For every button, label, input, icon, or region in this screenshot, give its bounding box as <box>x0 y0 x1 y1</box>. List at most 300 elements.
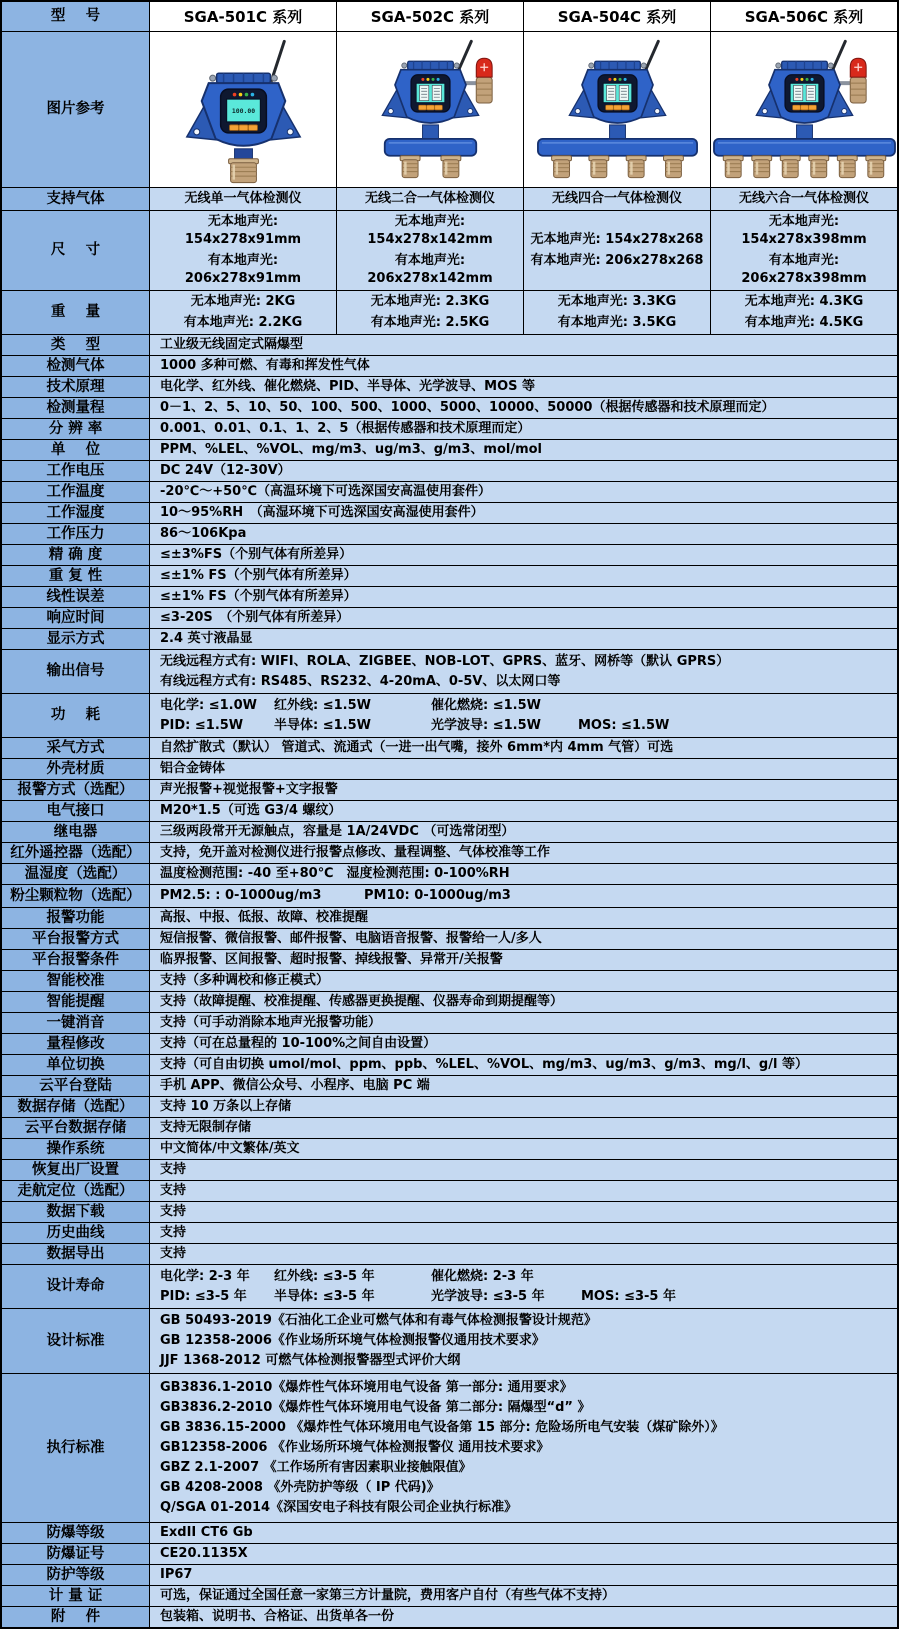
spec-row-history-curve <box>2 1223 897 1244</box>
spec-row-label-text: 分 辨 率 <box>48 420 103 437</box>
spec-row-label-text: 工作湿度 <box>46 504 105 521</box>
spec-value: PID: ≤3-5 年 <box>160 1288 247 1304</box>
spec-value: 支持 <box>160 1204 187 1219</box>
spec-row-content <box>150 885 897 907</box>
spec-row-cells <box>150 188 897 210</box>
spec-value: 支持 <box>160 1246 187 1261</box>
spec-row-label-text: 设计标准 <box>46 1332 105 1349</box>
spec-row-label-text: 单 位 <box>50 441 101 458</box>
spec-value: 红外线: ≤1.5W <box>274 697 371 713</box>
spec-value: 催化燃烧: 2-3 年 <box>431 1268 534 1284</box>
spec-value-line <box>150 587 897 607</box>
spec-value-line <box>150 1478 897 1498</box>
spec-value-line <box>150 1586 897 1606</box>
spec-value: 支持 <box>160 1183 187 1198</box>
spec-row-label-text: 工作压力 <box>46 525 105 542</box>
spec-row-label <box>2 291 150 334</box>
model-header-text: SGA-504C 系列 <box>557 7 677 26</box>
spec-row-content <box>150 524 897 544</box>
spec-value-line <box>150 908 897 928</box>
spec-value: PM2.5: : 0-1000ug/m3 <box>160 888 322 903</box>
spec-row-label <box>2 1265 150 1308</box>
spec-row-label <box>2 377 150 397</box>
spec-value: 有本地声光: 206x278x142mm <box>367 253 493 286</box>
spec-row-display <box>2 629 897 650</box>
spec-value-line <box>150 1311 897 1331</box>
spec-value: 临界报警、区间报警、超时报警、掉线报警、异常开/关报警 <box>160 952 503 967</box>
spec-value-line <box>150 1076 897 1096</box>
spec-value: 三级两段常开无源触点，容量是 1A/24VDC （可选常闭型） <box>160 824 515 839</box>
spec-row-data-download <box>2 1202 897 1223</box>
spec-row-label <box>2 822 150 842</box>
spec-value-cell <box>150 291 337 334</box>
spec-row-label-text: 输出信号 <box>46 663 105 680</box>
spec-value: 有本地声光: 4.5KG <box>744 315 864 330</box>
spec-row-ir-remote <box>2 843 897 864</box>
spec-row-content <box>150 929 897 949</box>
spec-value: 支持（可在总量程的 10-100%之间自由设置） <box>160 1036 437 1051</box>
spec-row-content <box>150 1076 897 1096</box>
spec-row-content <box>150 1013 897 1033</box>
spec-row-content <box>150 1034 897 1054</box>
spec-value: 工业级无线固定式隔爆型 <box>160 337 304 352</box>
spec-row-label <box>2 650 150 693</box>
spec-value-line <box>150 377 897 397</box>
spec-row-tech-principle <box>2 377 897 398</box>
spec-row-label-text: 响应时间 <box>46 609 105 626</box>
spec-value: 无本地声光: 154x278x398mm <box>741 214 867 247</box>
spec-value: 支持（可自由切换 umol/mol、ppm、ppb、%LEL、%VOL、mg/m3、ug/m3、g/m3、mg/l、g/l 等） <box>160 1057 808 1072</box>
spec-row-content <box>150 1244 897 1264</box>
spec-row-output-signal <box>2 650 897 694</box>
spec-value: 有线远程方式有: RS485、RS232、4-20mA、0-5V、以太网口等 <box>160 673 561 689</box>
spec-row-cloud-storage <box>2 1118 897 1139</box>
spec-row-label <box>2 738 150 758</box>
spec-value: ≤3-20S （个别气体有所差异） <box>160 610 350 625</box>
spec-value: 有本地声光: 3.5KG <box>557 315 677 330</box>
spec-value: PM10: 0-1000ug/m3 <box>364 888 511 903</box>
spec-value-line <box>150 1458 897 1478</box>
spec-row-label-text: 走航定位（选配） <box>17 1182 134 1199</box>
spec-row-label <box>2 608 150 628</box>
spec-row-unit-switch <box>2 1055 897 1076</box>
spec-row-label <box>2 843 150 863</box>
spec-value-line <box>150 1378 897 1398</box>
spec-value: -20℃～+50℃（高温环境下可选深国安高温使用套件） <box>160 484 491 499</box>
spec-row-label <box>2 419 150 439</box>
spec-value-line <box>150 1351 897 1371</box>
spec-row-label-text: 数据导出 <box>46 1245 105 1262</box>
spec-row-label <box>2 1244 150 1264</box>
spec-row-content <box>150 822 897 842</box>
spec-value: 0－1、2、5、10、50、100、500、1000、5000、10000、50000（根据传感器和技术原理而定） <box>160 400 775 415</box>
spec-row-content <box>150 971 897 991</box>
spec-row-voltage <box>2 461 897 482</box>
spec-value-line <box>150 971 897 991</box>
spec-row-explosion-class <box>2 1523 897 1544</box>
spec-value-line <box>150 482 897 502</box>
spec-value: 支持（故障提醒、校准提醒、传感器更换提醒、仪器寿命到期提醒等） <box>160 994 564 1009</box>
spec-row-content <box>150 1160 897 1180</box>
spec-row-label-text: 外壳材质 <box>46 760 105 777</box>
image-reference-row <box>2 32 897 188</box>
spec-row-content <box>150 1565 897 1585</box>
spec-row-label-text: 云平台数据存储 <box>24 1119 127 1136</box>
spec-row-label-text: 类 型 <box>50 336 101 353</box>
spec-value: 可选，保证通过全国任意一家第三方计量院，费用客户自付（有些气体不支持） <box>160 1588 616 1603</box>
spec-value-cell <box>150 188 337 210</box>
spec-value: GB 12358-2006《作业场所环境气体检测报警仪通用技术要求》 <box>160 1333 545 1348</box>
spec-value: 2.4 英寸液晶显 <box>160 631 253 646</box>
spec-value-line <box>150 1055 897 1075</box>
spec-value-line <box>150 652 897 672</box>
spec-value-line <box>150 1607 897 1627</box>
spec-row-label-text: 支持气体 <box>46 190 105 207</box>
spec-value: ≤±1% FS（个别气体有所差异） <box>160 568 357 583</box>
spec-row-label <box>2 864 150 884</box>
spec-value: 半导体: ≤3-5 年 <box>274 1288 375 1304</box>
spec-value-line <box>150 950 897 970</box>
spec-value: 有本地声光: 2.2KG <box>183 315 303 330</box>
spec-value: 电化学: ≤1.0W <box>160 697 257 713</box>
spec-row-label <box>2 1013 150 1033</box>
spec-value: 半导体: ≤1.5W <box>274 717 371 733</box>
spec-row-range <box>2 398 897 419</box>
spec-value: 支持 <box>160 1162 187 1177</box>
spec-value: 短信报警、微信报警、邮件报警、电脑语音报警、报警给一人/多人 <box>160 931 542 946</box>
spec-row-electrical-port <box>2 801 897 822</box>
spec-row-label <box>2 482 150 502</box>
spec-value: 手机 APP、微信公众号、小程序、电脑 PC 端 <box>160 1078 430 1093</box>
spec-row-alarm-func <box>2 908 897 929</box>
product-image-cell <box>337 32 524 187</box>
spec-value-line <box>150 822 897 842</box>
spec-value: ExdII CT6 Gb <box>160 1525 253 1540</box>
spec-row-temp-humidity <box>2 864 897 885</box>
spec-value: PID: ≤1.5W <box>160 717 244 733</box>
spec-value: 声光报警+视觉报警+文字报警 <box>160 782 338 797</box>
spec-row-label <box>2 1202 150 1222</box>
spec-row-label <box>2 1181 150 1201</box>
spec-rows <box>2 188 897 1627</box>
spec-row-content <box>150 650 897 693</box>
spec-value-line <box>150 1523 897 1543</box>
spec-value-line <box>150 843 897 863</box>
spec-row-label-text: 功 耗 <box>50 707 101 724</box>
spec-row-content <box>150 1586 897 1606</box>
spec-row-label-text: 计 量 证 <box>48 1587 103 1604</box>
spec-row-support-gas <box>2 188 897 211</box>
spec-value-line <box>150 335 897 355</box>
spec-row-label <box>2 566 150 586</box>
spec-row-smart-reminder <box>2 992 897 1013</box>
spec-value: 支持，免开盖对检测仪进行报警点修改、量程调整、气体校准等工作 <box>160 845 551 860</box>
spec-row-label-text: 防爆等级 <box>46 1524 105 1541</box>
spec-value-line <box>150 759 897 779</box>
spec-value-line <box>150 696 897 716</box>
product-image-cell <box>524 32 711 187</box>
spec-row-content <box>150 1544 897 1564</box>
spec-value: 无线四合一气体检测仪 <box>551 191 682 206</box>
spec-row-content <box>150 950 897 970</box>
spec-row-content <box>150 694 897 737</box>
spec-row-label-text: 云平台登陆 <box>39 1077 112 1094</box>
spec-row-label <box>2 885 150 907</box>
spec-row-unit <box>2 440 897 461</box>
spec-row-content <box>150 1139 897 1159</box>
spec-value: 无本地声光: 154x278x142mm <box>367 214 493 247</box>
spec-value-line <box>150 1013 897 1033</box>
spec-value: 0.001、0.01、0.1、1、2、5（根据传感器和技术原理而定） <box>160 421 531 436</box>
spec-row-design-life <box>2 1265 897 1309</box>
spec-value: 无本地声光: 154x278x268 <box>530 232 704 247</box>
spec-row-content <box>150 566 897 586</box>
spec-row-label-text: 检测气体 <box>46 357 105 374</box>
model-header-cell <box>150 2 337 31</box>
spec-row-protection-class <box>2 1565 897 1586</box>
spec-value: 无线六合一气体检测仪 <box>738 191 869 206</box>
spec-value: 支持（多种调校和修正模式） <box>160 973 330 988</box>
spec-row-content <box>150 1055 897 1075</box>
spec-row-platform-alarm-mode <box>2 929 897 950</box>
spec-row-label <box>2 1076 150 1096</box>
spec-row-label-text: 继电器 <box>53 823 98 840</box>
spec-row-linearity <box>2 587 897 608</box>
spec-row-content <box>150 629 897 649</box>
spec-row-content <box>150 503 897 523</box>
spec-value: 无本地声光: 2.3KG <box>370 294 490 309</box>
spec-row-label <box>2 908 150 928</box>
spec-row-power <box>2 694 897 738</box>
spec-row-content <box>150 482 897 502</box>
spec-value: 无线单一气体检测仪 <box>184 191 302 206</box>
spec-value: 电化学、红外线、催化燃烧、PID、半导体、光学波导、MOS 等 <box>160 379 536 394</box>
spec-row-cells <box>150 291 897 334</box>
spec-row-content <box>150 1223 897 1243</box>
spec-value: GB 4208-2008 《外壳防护等级（ IP 代码)》 <box>160 1480 440 1495</box>
spec-row-shell-material <box>2 759 897 780</box>
spec-row-content <box>150 608 897 628</box>
spec-row-label <box>2 1160 150 1180</box>
spec-row-label-text: 执行标准 <box>46 1439 105 1456</box>
spec-row-content <box>150 864 897 884</box>
spec-value: 无本地声光: 4.3KG <box>744 294 864 309</box>
spec-row-accuracy <box>2 545 897 566</box>
spec-value-cell <box>337 211 524 290</box>
spec-value-line <box>150 1287 897 1307</box>
spec-value: 包装箱、说明书、合格证、出货单各一份 <box>160 1609 395 1624</box>
header-columns <box>150 2 897 31</box>
spec-value-cell <box>711 291 897 334</box>
spec-row-detect-gas <box>2 356 897 377</box>
spec-row-response-time <box>2 608 897 629</box>
product-image-cell <box>150 32 337 187</box>
spec-value: 光学波导: ≤1.5W <box>431 717 541 733</box>
spec-value: GB 50493-2019《石油化工企业可燃气体和有毒气体检测报警设计规范》 <box>160 1313 597 1328</box>
model-header-text: SGA-502C 系列 <box>370 7 490 26</box>
spec-value-line <box>150 1118 897 1138</box>
spec-row-dimensions <box>2 211 897 291</box>
spec-row-cloud-login <box>2 1076 897 1097</box>
spec-value: 无线二合一气体检测仪 <box>364 191 495 206</box>
spec-row-content <box>150 377 897 397</box>
spec-row-label-text: 数据下载 <box>46 1203 105 1220</box>
table-header-row <box>2 2 897 32</box>
spec-row-content <box>150 1374 897 1522</box>
spec-value-line <box>150 1565 897 1585</box>
spec-value-line <box>150 1418 897 1438</box>
spec-row-label <box>2 1118 150 1138</box>
spec-value: 支持 <box>160 1225 187 1240</box>
spec-row-label <box>2 992 150 1012</box>
spec-row-label-text: 报警功能 <box>46 909 105 926</box>
spec-row-content <box>150 461 897 481</box>
spec-row-label <box>2 1055 150 1075</box>
spec-row-label-text: 智能校准 <box>46 972 105 989</box>
spec-value-line <box>150 716 897 736</box>
spec-value: 有本地声光: 2.5KG <box>370 315 490 330</box>
spec-value-line <box>150 629 897 649</box>
spec-value: 催化燃烧: ≤1.5W <box>431 697 541 713</box>
spec-row-content <box>150 1097 897 1117</box>
spec-row-label-text: 平台报警条件 <box>32 951 119 968</box>
spec-value: 无线远程方式有: WIFI、ROLA、ZIGBEE、NOB-LOT、GPRS、蓝牙、网桥等（默认 GPRS） <box>160 653 730 669</box>
spec-row-label-text: 报警方式（选配） <box>17 781 134 798</box>
spec-row-label-text: 显示方式 <box>46 630 105 647</box>
spec-value-line <box>150 801 897 821</box>
spec-row-data-storage <box>2 1097 897 1118</box>
spec-row-content <box>150 1265 897 1308</box>
spec-row-repeatability <box>2 566 897 587</box>
spec-value: JJF 1368-2012 可燃气体检测报警器型式评价大纲 <box>160 1353 461 1368</box>
spec-value-cell <box>524 291 711 334</box>
spec-value: IP67 <box>160 1567 193 1582</box>
spec-row-sampling <box>2 738 897 759</box>
spec-value-line <box>150 1398 897 1418</box>
header-model-label-text: 型 号 <box>50 8 101 25</box>
gas-detector-2-sensor-icon <box>337 31 524 187</box>
spec-row-relay <box>2 822 897 843</box>
spec-value-line <box>150 992 897 1012</box>
spec-row-label <box>2 545 150 565</box>
spec-row-label <box>2 587 150 607</box>
spec-value: 铝合金铸体 <box>160 761 226 776</box>
spec-row-label-text: 智能提醒 <box>46 993 105 1010</box>
spec-row-label <box>2 1523 150 1543</box>
spec-value-cell <box>150 211 337 290</box>
spec-row-label <box>2 1374 150 1522</box>
spec-value-line <box>150 1223 897 1243</box>
spec-value: 电化学: 2-3 年 <box>160 1268 250 1284</box>
spec-row-label-text: 工作电压 <box>46 462 105 479</box>
model-header-cell <box>711 2 897 31</box>
spec-row-label-text: 量程修改 <box>46 1035 105 1052</box>
spec-row-label-text: 线性误差 <box>46 588 105 605</box>
spec-row-label-text: 单位切换 <box>46 1056 105 1073</box>
spec-row-label <box>2 929 150 949</box>
spec-row-resolution <box>2 419 897 440</box>
spec-value-line <box>150 608 897 628</box>
spec-row-content <box>150 335 897 355</box>
image-columns <box>150 32 897 187</box>
spec-row-label <box>2 524 150 544</box>
spec-row-label-text: 电气接口 <box>46 802 105 819</box>
spec-row-label-text: 附 件 <box>50 1608 101 1625</box>
spec-row-label-text: 采气方式 <box>46 739 105 756</box>
spec-row-label-text: 数据存储（选配） <box>17 1098 134 1115</box>
spec-row-label <box>2 780 150 800</box>
spec-row-content <box>150 780 897 800</box>
spec-value-line <box>150 1202 897 1222</box>
spec-value: 有本地声光: 206x278x91mm <box>184 253 302 286</box>
model-header-cell <box>524 2 711 31</box>
spec-row-content <box>150 419 897 439</box>
spec-value: 光学波导: ≤3-5 年 <box>431 1288 545 1304</box>
spec-row-label-text: 历史曲线 <box>46 1224 105 1241</box>
spec-value: 红外线: ≤3-5 年 <box>274 1268 375 1284</box>
spec-value: M20*1.5（可选 G3/4 螺纹） <box>160 803 342 818</box>
header-model-label <box>2 2 150 31</box>
spec-value-line <box>150 440 897 460</box>
spec-row-label-text: 平台报警方式 <box>32 930 119 947</box>
spec-row-label-text: 技术原理 <box>46 378 105 395</box>
spec-row-label <box>2 398 150 418</box>
spec-row-weight <box>2 291 897 335</box>
spec-row-label-text: 防爆证号 <box>46 1545 105 1562</box>
spec-value: DC 24V（12-30V） <box>160 463 291 478</box>
spec-row-work-humidity <box>2 503 897 524</box>
spec-row-label-text: 防护等级 <box>46 1566 105 1583</box>
spec-row-content <box>150 843 897 863</box>
image-row-label-text: 图片参考 <box>46 101 105 118</box>
gas-detector-6-sensor-icon <box>711 31 898 187</box>
spec-row-label <box>2 1034 150 1054</box>
spec-row-label-text: 红外遥控器（选配） <box>10 844 141 861</box>
spec-value: 10～95%RH （高湿环境下可选深国安高湿使用套件） <box>160 505 484 520</box>
spec-row-content <box>150 1309 897 1373</box>
spec-row-label <box>2 694 150 737</box>
spec-value-line <box>150 398 897 418</box>
spec-row-label-text: 尺 寸 <box>50 242 101 259</box>
spec-row-content <box>150 1523 897 1543</box>
spec-row-content <box>150 587 897 607</box>
spec-value: 支持无限制存储 <box>160 1120 252 1135</box>
spec-row-label <box>2 211 150 290</box>
spec-row-label <box>2 1139 150 1159</box>
spec-row-label <box>2 1223 150 1243</box>
spec-row-exec-standard <box>2 1374 897 1523</box>
spec-value-line <box>150 545 897 565</box>
spec-value: 无本地声光: 154x278x91mm <box>184 214 302 247</box>
spec-value: 高报、中报、低报、故障、校准提醒 <box>160 910 369 925</box>
spec-value-line <box>150 1331 897 1351</box>
spec-row-label <box>2 801 150 821</box>
spec-value: GB 3836.15-2000 《爆炸性气体环境用电气设备第 15 部分: 危险场所电气安装（煤矿除外）》 <box>160 1420 724 1435</box>
gas-detector-single-sensor-icon <box>150 31 337 187</box>
spec-value: MOS: ≤3-5 年 <box>581 1288 676 1304</box>
spec-row-one-key-mute <box>2 1013 897 1034</box>
spec-row-factory-reset <box>2 1160 897 1181</box>
spec-row-content <box>150 545 897 565</box>
spec-value-line <box>150 1438 897 1458</box>
spec-row-label-text: 设计寿命 <box>46 1278 105 1295</box>
spec-value-line <box>150 886 897 906</box>
spec-row-content <box>150 356 897 376</box>
spec-row-explosion-cert <box>2 1544 897 1565</box>
spec-row-label-text: 检测量程 <box>46 399 105 416</box>
model-header-text: SGA-501C 系列 <box>183 7 303 26</box>
spec-value: ≤±3%FS（个别气体有所差异） <box>160 547 353 562</box>
